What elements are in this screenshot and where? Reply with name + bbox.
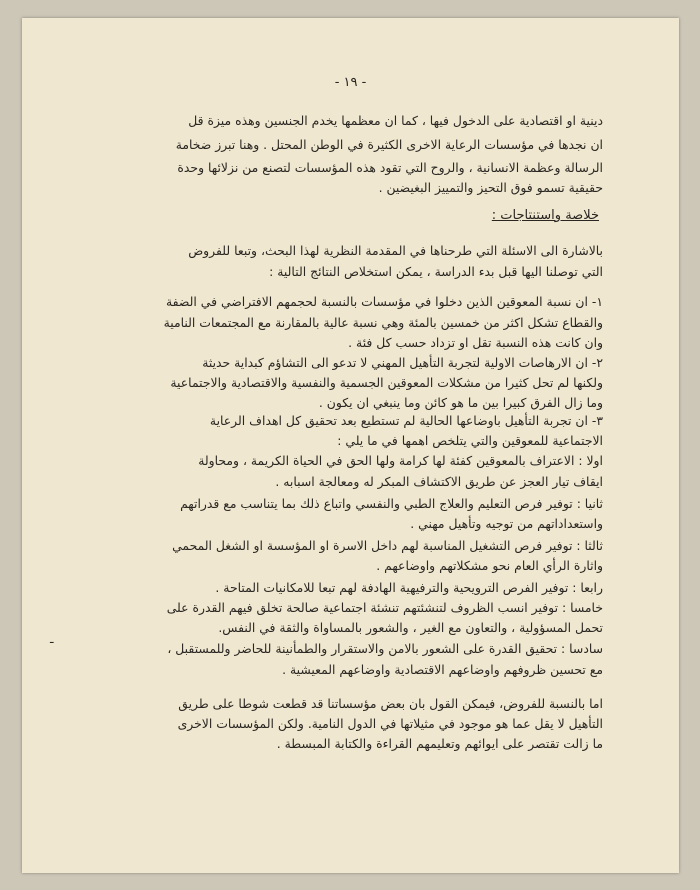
text-line: بالاشارة الى الاسئلة التي طرحناها في المقدمة النظرية لهذا البحث، وتبعا للفروض (188, 243, 603, 258)
finding-line: ولكنها لم تحل كثيرا من مشكلات المعوقين الجسمية والنفسية والاقتصادية والاجتماعية (170, 375, 603, 390)
text-line: دينية او اقتصادية على الدخول فيها ، كما ان معظمها يخدم الجنسين وهذه ميزة قل (188, 113, 603, 128)
section-heading: خلاصة واستنتاجات : (491, 208, 599, 223)
goal-line: سادسا : تحقيق القدرة على الشعور بالامن والاستقرار والطمأنينة للحاضر وللمستقبل ، (167, 641, 603, 656)
goal-line: ثالثا : توفير فرص التشغيل المناسبة لهم داخل الاسرة او المؤسسة او الشغل المحمي (172, 538, 603, 553)
goal-line: رابعا : توفير الفرص الترويحية والترفيهية الهادفة لهم تبعا للامكانيات المتاحة . (215, 580, 603, 595)
text-line: الرسالة وعظمة الانسانية ، والروح التي تقود هذه المؤسسات لتصنع من نزلائها وحدة (177, 160, 603, 175)
finding-line: ٣- ان تجربة التأهيل باوضاعها الحالية لم تستطيع بعد تحقيق كل اهداف الرعاية (209, 413, 603, 428)
finding-line: وان كانت هذه النسبة تقل او تزداد حسب كل فئة . (348, 335, 603, 350)
goal-line: اولا : الاعتراف بالمعوقين كفئة لها كرامة ولها الحق في الحياة الكريمة ، ومحاولة (198, 453, 603, 468)
finding-line: والقطاع تشكل اكثر من خمسين بالمئة وهي نسبة عالية بالمقارنة مع المجتمعات النامية (163, 315, 603, 330)
finding-line: الاجتماعية للمعوقين والتي يتلخص اهمها في ما يلي : (337, 433, 603, 448)
document-page (22, 18, 679, 873)
text-line: حقيقية تسمو فوق التحيز والتمييز البغيضين . (378, 180, 603, 195)
margin-mark: ـ (50, 632, 54, 646)
finding-line: وما زال الفرق كبيرا بين ما هو كائن وما ينبغي ان يكون . (318, 395, 603, 410)
goal-line: واستعداداتهم من توجيه وتأهيل مهني . (410, 516, 603, 531)
goal-line: مع تحسين ظروفهم واوضاعهم الاقتصادية واوضاعهم المعيشية . (282, 662, 603, 677)
goal-line: تحمل المسؤولية ، والتعاون مع الغير ، والشعور بالمساواة والثقة في النفس. (218, 620, 603, 635)
text-line: التي توصلنا اليها قبل بدء الدراسة ، يمكن استخلاص النتائج التالية : (269, 264, 603, 279)
text-line: التأهيل لا يقل عما هو موجود في مثيلاتها في الدول النامية. ولكن المؤسسات الاخرى (177, 716, 603, 731)
goal-line: واثارة الرأي العام نحو مشكلاتهم واوضاعهم . (376, 558, 603, 573)
goal-line: خامسا : توفير انسب الظروف لتنشئتهم تنشئة اجتماعية صالحة تخلق فيهم القدرة على (166, 600, 603, 615)
page-number: - ١٩ - (334, 75, 367, 90)
goal-line: ثانيا : توفير فرص التعليم والعلاج الطبي والنفسي واتباع ذلك بما يتناسب مع قدراتهم (180, 496, 603, 511)
text-line: اما بالنسبة للفروض، فيمكن القول بان بعض مؤسساتنا قد قطعت شوطا على طريق (178, 696, 603, 711)
text-line: ما زالت تقتصر على ايوائهم وتعليمهم القراءة والكتابة المبسطة . (276, 736, 603, 751)
finding-line: ٢- ان الارهاصات الاولية لتجربة التأهيل المهني لا تدعو الى التشاؤم كبداية حديثة (202, 355, 603, 370)
finding-line: ١- ان نسبة المعوقين الذين دخلوا في مؤسسات بالنسبة لحجمهم الافتراضي في الضفة (165, 294, 603, 309)
goal-line: ايقاف تيار العجز عن طريق الاكتشاف المبكر له ومعالجة اسبابه . (275, 474, 603, 489)
text-line: ان نجدها في مؤسسات الرعاية الاخرى الكثيرة في الوطن المحتل . وهنا تبرز ضخامة (175, 137, 603, 152)
